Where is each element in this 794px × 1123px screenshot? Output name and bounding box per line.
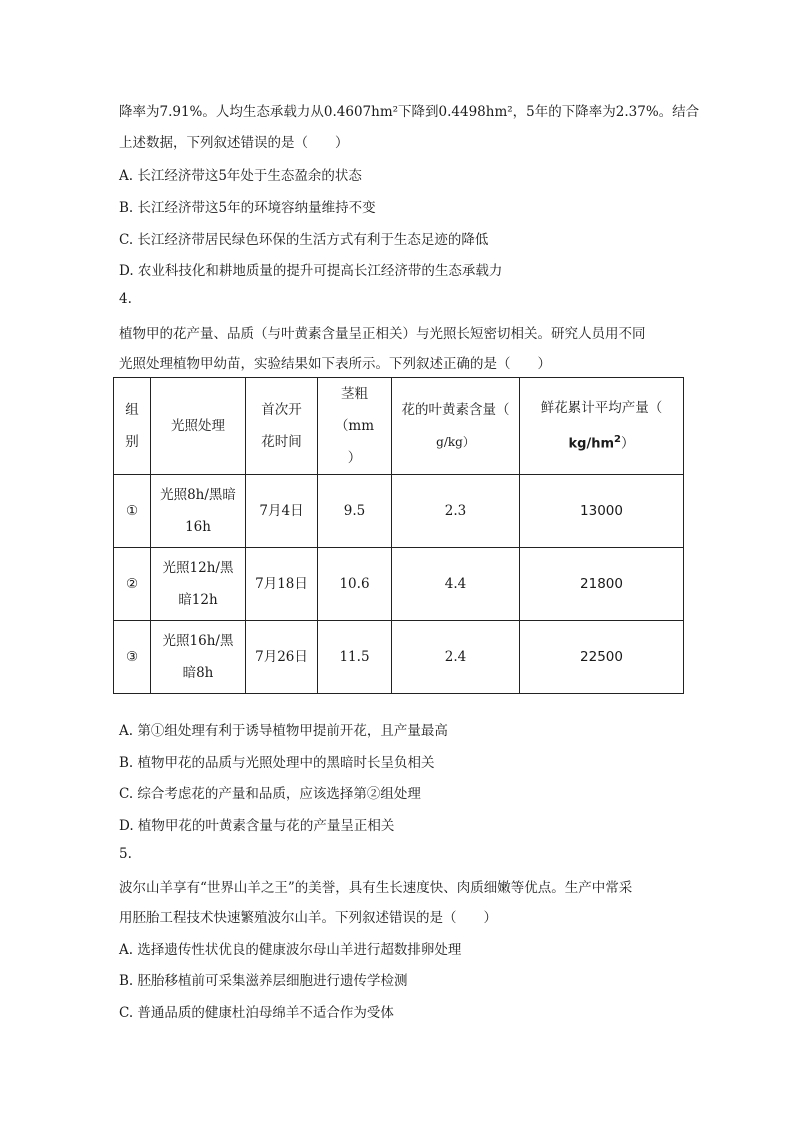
q3-option-a: A. 长江经济带这5年处于生态盈余的状态 <box>119 168 362 184</box>
q5-option-a: A. 选择遗传性状优良的健康波尔母山羊进行超数排卵处理 <box>119 942 462 958</box>
q3-option-b: B. 长江经济带这5年的环境容纳量维持不变 <box>119 200 376 216</box>
table-row <box>114 621 684 694</box>
q3-option-c: C. 长江经济带居民绿色环保的生活方式有利于生态足迹的降低 <box>119 232 489 248</box>
q5-option-b: B. 胚胎移植前可采集滋养层细胞进行遗传学检测 <box>119 973 408 989</box>
cell-lutein: 2.3 <box>392 475 520 548</box>
q5-option-c: C. 普通品质的健康杜泊母绵羊不适合作为受体 <box>119 1005 394 1021</box>
results-table <box>113 377 684 694</box>
cell-date: 7月26日 <box>246 621 318 694</box>
header-yield: 鲜花累计平均产量（ $kg/hm^2$） <box>520 378 684 475</box>
header-light: 光照处理 <box>151 378 246 475</box>
header-first-flower: 首次开 花时间 <box>246 378 318 475</box>
cell-stem: 11.5 <box>318 621 392 694</box>
q5-stem-line-2: 用胚胎工程技术快速繁殖波尔山羊。下列叙述错误的是（ ） <box>119 910 497 926</box>
cell-yield: 21800 <box>520 548 684 621</box>
q4-option-a: A. 第①组处理有利于诱导植物甲提前开花，且产量最高 <box>119 723 448 739</box>
cell-group: ③ <box>114 621 151 694</box>
header-group: 组 别 <box>114 378 151 475</box>
cell-lutein: 4.4 <box>392 548 520 621</box>
cell-stem: 10.6 <box>318 548 392 621</box>
q4-option-d: D. 植物甲花的叶黄素含量与花的产量呈正相关 <box>119 818 395 834</box>
cell-date: 7月4日 <box>246 475 318 548</box>
q4-option-c: C. 综合考虑花的产量和品质，应该选择第②组处理 <box>119 786 421 802</box>
header-lutein: 花的叶黄素含量（ g/kg） <box>392 378 520 475</box>
q3-stem-line-1: 降率为7.91%。人均生态承载力从0.4607hm²下降到0.4498hm²，5年的下降率为2.37%。结合 <box>119 104 700 120</box>
q5-stem-line-1: 波尔山羊享有“世界山羊之王”的美誉，具有生长速度快、肉质细嫩等优点。生产中常采 <box>119 880 633 896</box>
cell-light: 光照16h/黑 暗8h <box>151 621 246 694</box>
cell-date: 7月18日 <box>246 548 318 621</box>
cell-yield: 22500 <box>520 621 684 694</box>
q4-option-b: B. 植物甲花的品质与光照处理中的黑暗时长呈负相关 <box>119 755 435 771</box>
table-row <box>114 548 684 621</box>
q4-stem-line-1: 植物甲的花产量、品质（与叶黄素含量呈正相关）与光照长短密切相关。研究人员用不同 <box>119 326 646 342</box>
q5-number: 5. <box>119 846 132 862</box>
cell-group: ② <box>114 548 151 621</box>
cell-light: 光照8h/黑暗 16h <box>151 475 246 548</box>
q3-stem-line-2: 上述数据，下列叙述错误的是（ ） <box>119 135 349 151</box>
cell-yield: 13000 <box>520 475 684 548</box>
header-stem: 茎粗（mm ） <box>318 378 392 475</box>
table-header-row <box>114 378 684 475</box>
q4-number: 4. <box>119 291 132 307</box>
q3-option-d: D. 农业科技化和耕地质量的提升可提高长江经济带的生态承载力 <box>119 263 503 279</box>
q4-stem-line-2: 光照处理植物甲幼苗，实验结果如下表所示。下列叙述正确的是（ ） <box>119 356 551 372</box>
cell-lutein: 2.4 <box>392 621 520 694</box>
table-row <box>114 475 684 548</box>
cell-group: ① <box>114 475 151 548</box>
cell-light: 光照12h/黑 暗12h <box>151 548 246 621</box>
cell-stem: 9.5 <box>318 475 392 548</box>
